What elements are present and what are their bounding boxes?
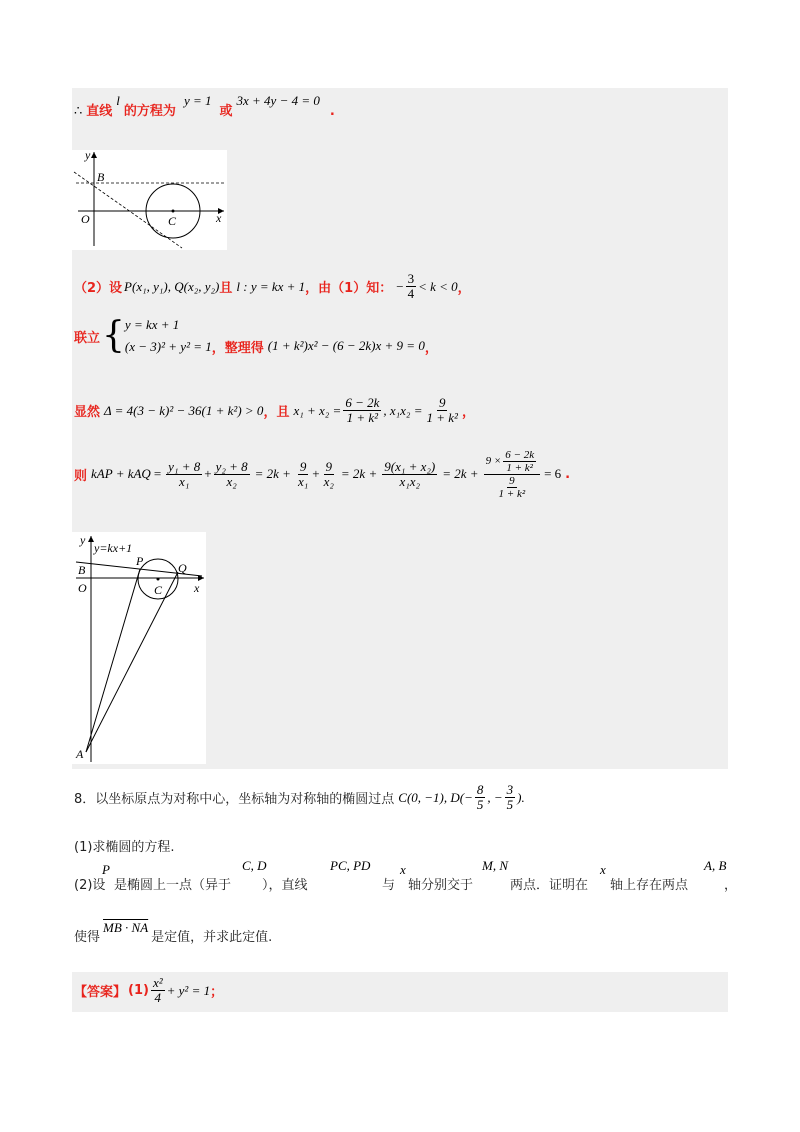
sub2-text-b: 是椭圆上一点（异于	[114, 878, 232, 893]
frac-num: x²	[152, 975, 163, 990]
var-l: l	[116, 93, 120, 108]
frac-y2	[214, 460, 250, 489]
label-from-part1: ，由（1）知：	[305, 281, 393, 296]
lines-pc-pd: PC, PD	[330, 858, 371, 873]
part2-lead: （2）设	[74, 281, 123, 296]
var-x: x	[600, 862, 606, 877]
period: .	[565, 466, 571, 482]
figure-circle-tangent	[72, 150, 227, 250]
two-k-plus: = 2k +	[340, 466, 378, 481]
answer-line	[74, 976, 223, 1005]
sub-aq: AQ	[133, 466, 151, 481]
system-eq-b: (x − 3)² + y² = 1	[124, 339, 212, 354]
label-combine: 联立	[74, 330, 101, 346]
frac-num: 6 − 2k	[345, 395, 380, 410]
equation-y1: y = 1	[183, 93, 212, 108]
label-o: O	[78, 581, 87, 595]
frac-num: 8	[476, 782, 484, 797]
frac-den: 4	[154, 990, 162, 1005]
frac-3-5	[505, 783, 516, 812]
label-b: B	[97, 170, 105, 184]
comma: ，	[724, 878, 738, 893]
label-x: x	[216, 211, 222, 225]
comma: ，	[211, 340, 225, 356]
label-x: x	[194, 581, 200, 595]
discriminant-expr: Δ = 4(3 − k)² − 36(1 + k²) > 0	[104, 402, 264, 418]
sub2-lead: (2)设	[74, 878, 106, 893]
frac-den: x₂	[323, 473, 334, 489]
frac-num: 9	[438, 395, 446, 410]
close-paren: ).	[517, 789, 525, 805]
question-8	[74, 783, 525, 812]
compound-fraction	[484, 449, 541, 500]
label-y: y	[85, 150, 91, 162]
frac-den: 5	[506, 797, 514, 812]
points-cd: C(0, −1), D(−	[398, 789, 473, 805]
product-lhs: , x₁x₂ =	[383, 402, 423, 418]
frac-num: y₁ + 8	[168, 458, 201, 474]
points-mn: M, N	[482, 858, 508, 873]
label-c: C	[154, 583, 163, 597]
frac-den: x₂	[226, 473, 237, 489]
label-o: O	[81, 212, 90, 226]
answer-part: (1)	[128, 983, 149, 998]
system-lines	[125, 314, 212, 358]
part2-setup	[74, 272, 471, 301]
minus-sign: −	[396, 278, 404, 294]
equals: =	[153, 466, 162, 481]
comma-minus: , −	[487, 789, 503, 805]
comma: ，	[457, 281, 471, 296]
question-8-part2-cont	[74, 919, 273, 945]
sub3-lead: 使得	[74, 930, 101, 945]
label-line: 直线	[86, 104, 113, 119]
frac-den: x₁	[179, 473, 190, 489]
k-range: < k < 0	[418, 278, 458, 294]
label-obviously: 显然	[74, 405, 101, 420]
comma: ，	[424, 340, 438, 356]
answer-label: 【答案】	[74, 985, 127, 1000]
period: .	[329, 104, 335, 119]
frac-9-sum	[382, 460, 437, 489]
sub2-text-d: 与	[382, 878, 396, 893]
sub2-text-e: 轴分别交于	[408, 878, 474, 893]
label-then: 则	[74, 468, 88, 484]
nine-times: 9 ×	[485, 455, 502, 467]
fraction-three-quarters	[406, 272, 417, 301]
therefore-symbol: ∴	[74, 103, 83, 118]
question-8-part1: (1)求椭圆的方程.	[74, 840, 175, 855]
line-direction-result	[74, 93, 335, 120]
var-x: x	[400, 862, 406, 877]
segment-aq	[86, 572, 178, 752]
y-axis-arrow-icon	[91, 152, 97, 158]
center-dot	[157, 578, 160, 581]
left-brace-icon: {	[102, 315, 125, 356]
frac-9-x2	[322, 460, 336, 489]
figure-tangent-lines-from-a	[72, 532, 206, 764]
label-or: 或	[219, 104, 233, 119]
label-equation-is: 的方程为	[123, 104, 176, 119]
frac-num: 9(x₁ + x₂)	[384, 458, 436, 474]
sub3-text: 是定值，并求此定值.	[151, 930, 273, 945]
label-and: 且	[219, 281, 233, 296]
slope-sum-line: 则 k AP + k AQ = $\frac{\text{y₁ + 8}}{\text{x₁}}$ + $\frac{\text{y₂ + 8}}{\text{x₂}}$ = 2k + $\frac{9}{\text{x₁}}$ + $\frac{9}{\text{x₂}}$ = 2k + $\frac{\text{9(x₁ + x₂)}}{\text{x₁x₂}}$ = 2k + 9 × $\frac{6 - 2k}{\text{1 + k²}}$ $\frac{9}{\text{1 + k²}}$ = 6 .	[74, 448, 571, 500]
var-p: P	[102, 862, 110, 877]
label-line-l: y=kx+1	[94, 541, 133, 555]
segment-ap	[86, 569, 140, 752]
frac-den: 5	[476, 797, 484, 812]
frac-den: 1 + k²	[426, 410, 458, 425]
center-dot	[172, 210, 175, 213]
question-8-part2	[74, 858, 738, 893]
frac-num: y₂ + 8	[215, 458, 248, 474]
system-eq-a: y = kx + 1	[124, 317, 180, 332]
equation-line2: 3x + 4y − 4 = 0	[236, 93, 320, 108]
frac-9-x1	[296, 460, 310, 489]
frac-den: 1 + k²	[498, 487, 526, 500]
answer-fraction	[151, 976, 165, 1005]
sum-fraction	[343, 396, 381, 425]
frac-num: 3	[506, 782, 514, 797]
plus-k: + k	[115, 466, 134, 481]
points-cd: C, D	[242, 858, 267, 873]
frac-den: x₁x₂	[399, 473, 421, 489]
quadratic-result: (1 + k²)x² − (6 − 2k)x + 9 = 0	[267, 338, 425, 353]
answer-rest: + y² = 1	[166, 982, 211, 998]
result-six: = 6	[544, 466, 562, 481]
label-and: ，且	[263, 405, 290, 420]
sum-lhs: x₁ + x₂ =	[293, 402, 342, 418]
frac-num: 6 − 2k	[505, 448, 535, 461]
product-fraction	[424, 396, 459, 425]
sub2-text-c: ），直线	[262, 878, 308, 893]
frac-8-5	[475, 783, 486, 812]
two-k-plus: = 2k +	[442, 466, 479, 481]
comma: ，	[461, 405, 475, 420]
points-ab: A, B	[704, 858, 727, 873]
frac-num: 9	[299, 458, 307, 474]
frac-den: 1 + k²	[346, 410, 379, 425]
discriminant-line	[74, 396, 475, 425]
system-equations	[74, 312, 438, 360]
sub2-text-g: 轴上存在两点	[610, 878, 689, 893]
frac-num: 9	[509, 474, 515, 487]
semicolon: ；	[210, 985, 224, 1000]
label-b: B	[78, 563, 86, 577]
vector-product: MB · NA	[103, 919, 149, 935]
frac-den: 1 + k²	[506, 461, 533, 474]
label-simplify: 整理得	[224, 340, 264, 356]
label-a: A	[76, 747, 84, 761]
line-l-equation: l : y = kx + 1	[236, 278, 306, 294]
points-pq: P(x₁, y₁), Q(x₂, y₂)	[124, 278, 220, 294]
sub-ap: AP	[96, 466, 113, 481]
frac-y1	[166, 460, 202, 489]
k-symbol: k	[91, 466, 97, 481]
two-k-plus: = 2k +	[254, 466, 291, 481]
label-p: P	[136, 554, 144, 568]
sub2-text-f: 两点．证明在	[510, 878, 589, 893]
frac-num: 9	[325, 458, 332, 474]
label-y: y	[80, 533, 86, 547]
label-q: Q	[178, 561, 187, 575]
frac-den: 4	[407, 286, 415, 301]
frac-den: x₁	[297, 473, 309, 489]
frac-num: 3	[407, 271, 415, 286]
question-8-lead: 8．以坐标原点为对称中心，坐标轴为对称轴的椭圆过点	[74, 792, 395, 807]
label-c: C	[168, 214, 177, 228]
